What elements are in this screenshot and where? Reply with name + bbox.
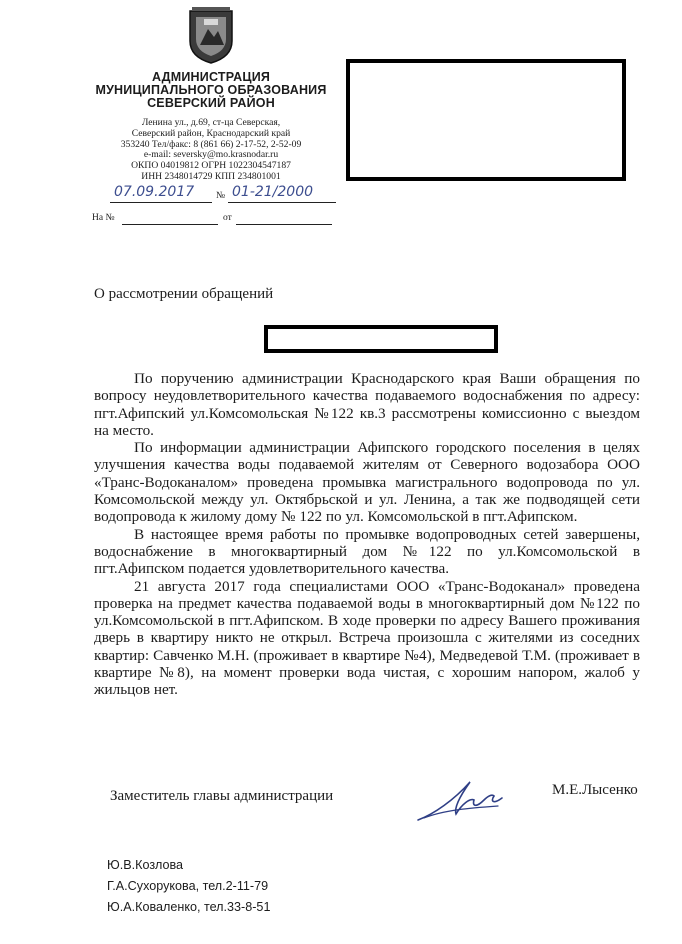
address-line: e-mail: seversky@mo.krasnodar.ru [143, 149, 279, 161]
redacted-salutation [264, 325, 498, 353]
executor-line: Ю.В.Козлова [107, 858, 183, 872]
address-line: 353240 Тел/факс: 8 (861 66) 2-17-52, 2-52-09 [120, 138, 302, 150]
letter-body [94, 370, 640, 699]
organization-address [96, 118, 326, 183]
body-paragraph: По информации администрации Афипского городского поселения в целях улучшения качества воды подаваемой жителям от Северного водозабора ООО «Транс-Водоканалом» проведена промывка магистрального водопровода по ул. Комсомольской между ул. Октябрьской и ул. Ленина, а так же подводящей сети водопровода к жилому дому № 122 по ул. Комсомольской в пгт.Афипском. [94, 439, 640, 526]
outgoing-date: 07.09.2017 [114, 184, 195, 200]
org-line-2: МУНИЦИПАЛЬНОГО ОБРАЗОВАНИЯ [95, 83, 327, 97]
letter-subject: О рассмотрении обращений [94, 286, 274, 302]
address-line: ИНН 2348014729 КПП 234801001 [141, 170, 281, 182]
outgoing-date-number-line [110, 184, 336, 206]
redacted-recipient-block [346, 59, 626, 181]
body-paragraph: 21 августа 2017 года специалистами ООО «Транс-Водоканал» проведена проверка на предмет качества подаваемой воды в многоквартирный дом №122 по ул.Комсомольской в пгт.Афипском. В ходе проверки по адресу Вашего проживания дверь в квартиру никто не открыл. Встреча произошла с жителями из соседних квартир: Савченко М.Н. (проживает в квартире №4), Медведевой Т.М. (проживает в квартире №8), на момент проверки вода чистая, с хорошим напором, жалоб у жильцов нет. [94, 577, 640, 699]
address-line: ОКПО 04019812 ОГРН 1022304547187 [131, 160, 291, 172]
address-line: Ленина ул., д.69, ст-ца Северская, [141, 117, 281, 128]
org-line-1: АДМИНИСТРАЦИЯ [151, 70, 271, 84]
org-line-3: СЕВЕРСКИЙ РАЙОН [147, 96, 275, 110]
number-sign: № [216, 191, 226, 201]
ref-number-label: На № [92, 213, 115, 223]
executors-list [107, 855, 270, 918]
handwritten-signature [414, 770, 506, 830]
signatory-title: Заместитель главы администрации [110, 788, 334, 804]
body-paragraph: В настоящее время работы по промывке водопроводных сетей завершены, водоснабжение в многоквартирный дом №122 по ул.Комсомольской в пгт.Афипском подается удовлетворительного качества. [94, 525, 640, 578]
executor-line: Г.А.Сухорукова, тел.2-11-79 [107, 879, 269, 893]
signatory-name: М.Е.Лысенко [552, 782, 638, 798]
address-line: Северский район, Краснодарский край [131, 127, 291, 139]
ref-from-label: от [223, 213, 232, 223]
coat-of-arms-emblem [186, 5, 236, 65]
executor-line: Ю.А.Коваленко, тел.33-8-51 [107, 900, 271, 914]
reference-line [92, 213, 332, 227]
organization-name [80, 71, 342, 110]
outgoing-number: 01-21/2000 [232, 184, 314, 200]
body-paragraph: По поручению администрации Краснодарского края Ваши обращения по вопросу неудовлетворительного качества подаваемого водоснабжения по адресу: пгт.Афипский ул.Комсомольская №122 кв.3 рассмотрены комиссионно с выездом на место. [94, 370, 640, 439]
